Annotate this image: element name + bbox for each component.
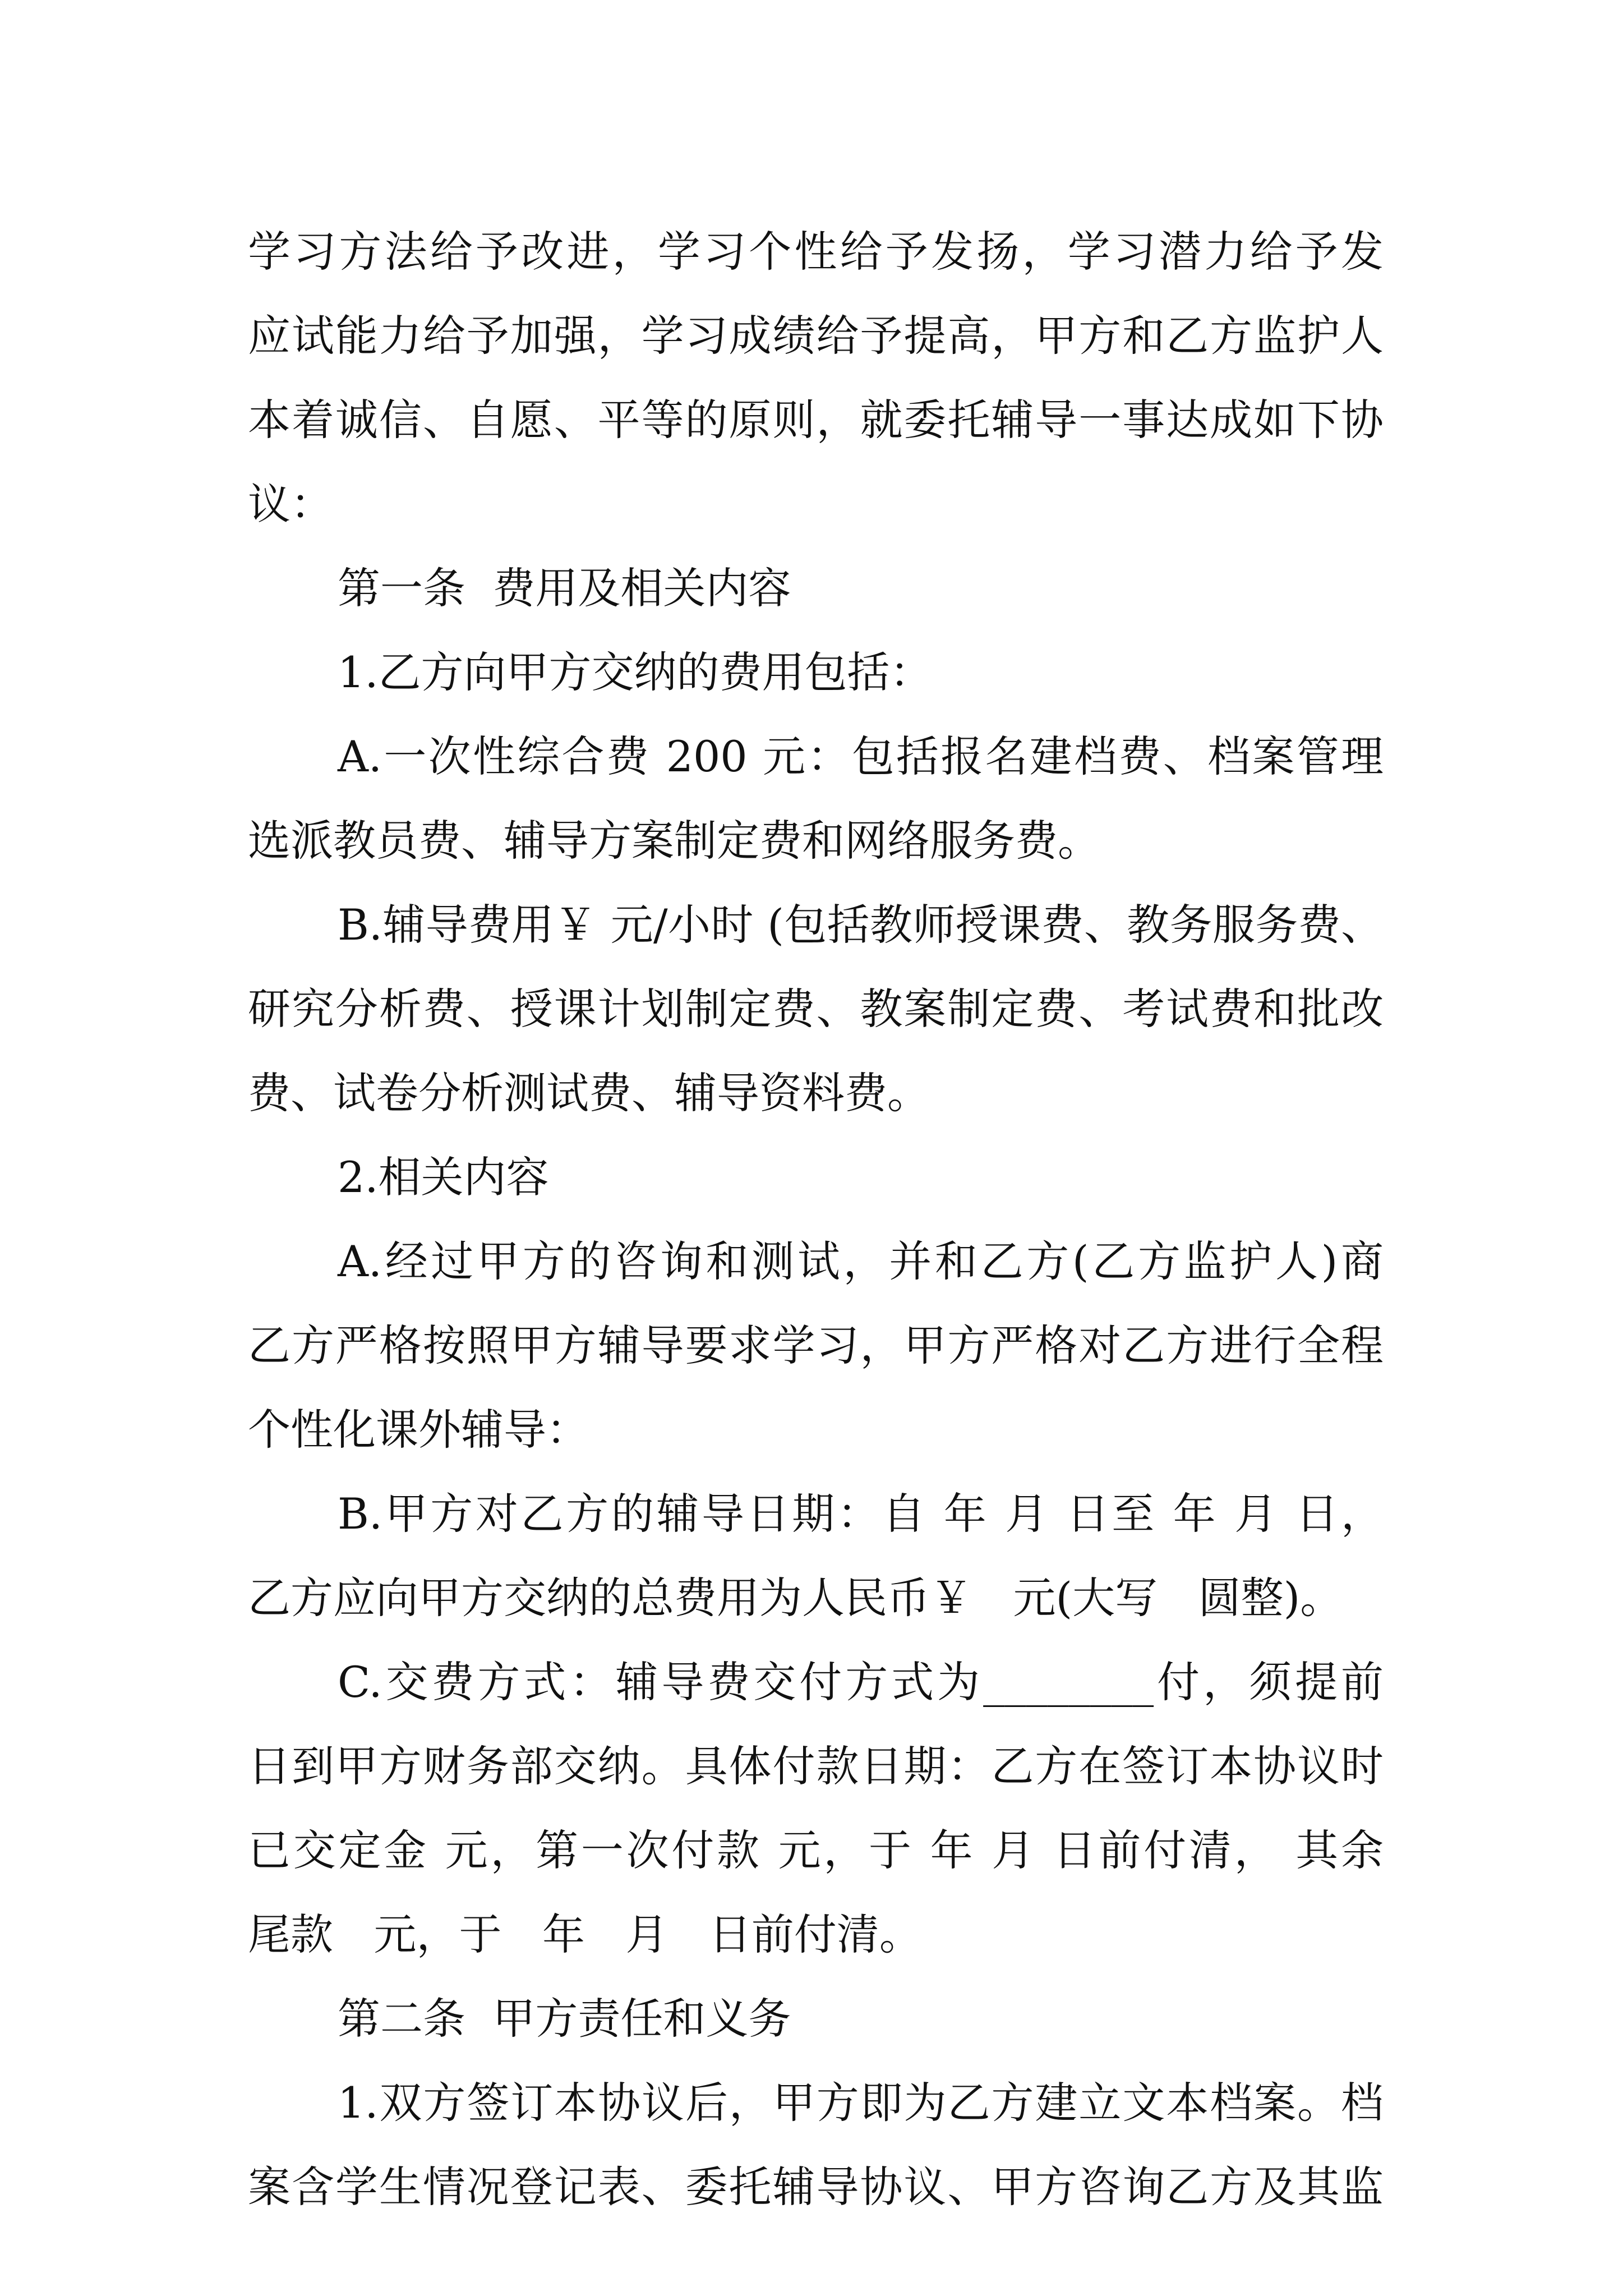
text-line: 选派教员费、辅导方案制定费和网络服务费。 [248, 816, 1100, 866]
text-line: 本着诚信、自愿、平等的原则，就委托辅导一事达成如下协 [248, 395, 1384, 445]
section-heading: 第一条 费用及相关内容 [338, 563, 791, 613]
text-line: 费、试卷分析测试费、辅导资料费。 [248, 1068, 930, 1118]
text-line: 尾款 元，于 年 月 日前付清。 [248, 1910, 922, 1959]
text-line: B.甲方对乙方的辅导日期：自 年 月 日至 年 月 日， [338, 1489, 1384, 1539]
text-line: 乙方严格按照甲方辅导要求学习，甲方严格对乙方进行全程 [248, 1320, 1384, 1370]
text-line: 已交定金 元，第一次付款 元，于 年 月 日前付清， 其余 [248, 1825, 1384, 1875]
text-line: 案含学生情况登记表、委托辅导协议、甲方咨询乙方及其监 [248, 2162, 1384, 2212]
text-line: 日到甲方财务部交纳。具体付款日期：乙方在签订本协议时 [248, 1741, 1384, 1791]
section-heading: 第二条 甲方责任和义务 [338, 1994, 791, 2044]
text-line: 个性化课外辅导： [248, 1405, 589, 1455]
text-line: 乙方应向甲方交纳的总费用为人民币￥ 元(大写 圆整)。 [248, 1573, 1343, 1623]
text-line: B.辅导费用￥ 元/小时 (包括教师授课费、教务服务费、 [338, 900, 1384, 950]
text-line: A.经过甲方的咨询和测试，并和乙方(乙方监护人)商 [338, 1236, 1384, 1286]
text-line: 议： [248, 479, 333, 529]
text-line: 应试能力给予加强，学习成绩给予提高，甲方和乙方监护人 [248, 311, 1384, 361]
text-line: 1.乙方向甲方交纳的费用包括： [338, 647, 933, 697]
text-line: 学习方法给予改进，学习个性给予发扬，学习潜力给予发 [248, 227, 1384, 277]
text-line: A.一次性综合费 200 元：包括报名建档费、档案管理 [338, 731, 1384, 781]
text-line: 2.相关内容 [338, 1152, 549, 1202]
text-line: C.交费方式：辅导费交付方式为________付，须提前 [338, 1657, 1384, 1707]
text-line: 研究分析费、授课计划制定费、教案制定费、考试费和批改 [248, 984, 1384, 1034]
text-line: 1.双方签订本协议后，甲方即为乙方建立文本档案。档 [338, 2078, 1384, 2128]
document-body [248, 210, 1384, 2229]
